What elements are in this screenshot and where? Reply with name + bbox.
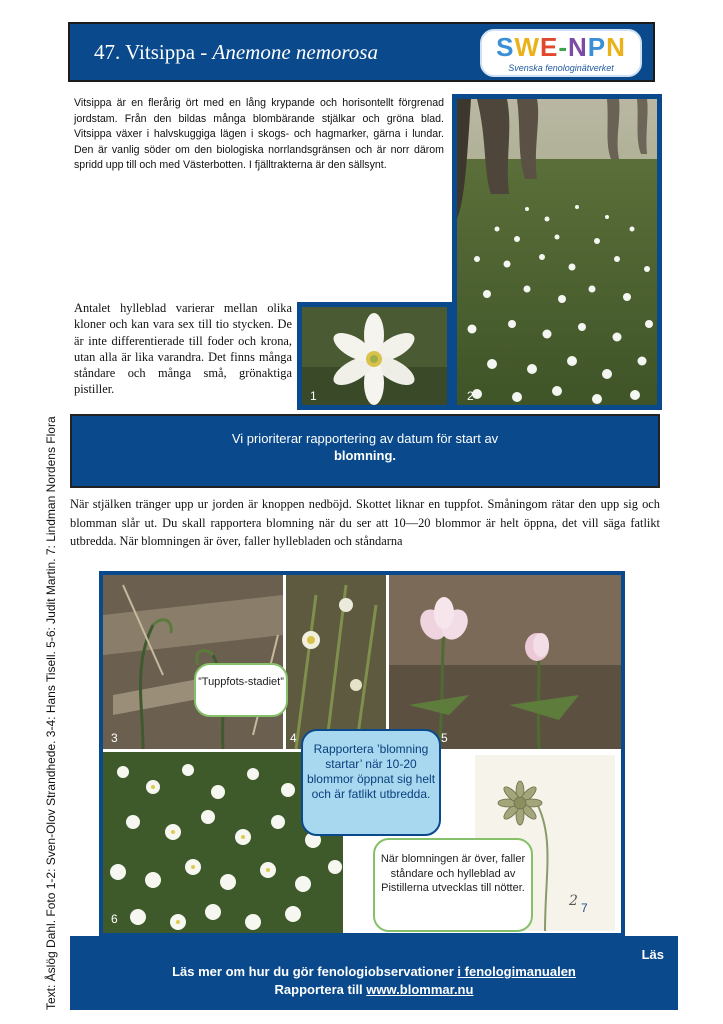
- photo-opening-flowers: [389, 575, 621, 749]
- photo-bud-stage: [286, 575, 386, 749]
- phenology-manual-link[interactable]: i fenologimanualen: [457, 964, 576, 979]
- photo-anemone-closeup: [297, 302, 452, 410]
- leaf-paragraph: Antalet hylleblad varierar mellan olika kloner och kan vara sex till tio stycken. De är inte differentierade till foder och krona, utan alla är lika varandra. Det finns många ståndare och många små, grönaktiga pistiller.: [74, 301, 292, 397]
- page-title: [94, 40, 378, 65]
- opening-flowers-illustration: [389, 575, 621, 749]
- footer-read-label: Läs: [641, 947, 664, 962]
- photo-number-3: 3: [111, 731, 118, 745]
- report-flowering-callout: Rapportera ’blomning startar’ när 10-20 blommor öppnat sig helt och är fatlikt utbredda.: [301, 729, 441, 836]
- photo-number-5: 5: [441, 731, 448, 745]
- footer-report-text: Rapportera till: [274, 982, 367, 997]
- illustration-label: 2: [569, 893, 578, 909]
- priority-line-1: Vi prioriterar rapportering av datum för start av: [231, 431, 499, 446]
- flower-closeup-illustration: [302, 307, 447, 405]
- logo-subtitle: Svenska fenologinätverket: [508, 63, 614, 73]
- photo-number-7: 7: [581, 901, 588, 915]
- photo-credit: Text: Åslög Dahl. Foto 1-2: Sven-Olov Strandhede. 3-4: Hans Tisell. 5-6: Judit Martin. 7: Lindman Nordens Flora: [44, 416, 58, 1010]
- blommar-website-link[interactable]: www.blommar.nu: [366, 982, 474, 997]
- photo-number-4: 4: [290, 731, 297, 745]
- logo-text: SWE-NPN: [496, 32, 626, 62]
- title-scientific-name: Anemone nemorosa: [212, 40, 378, 64]
- photo-shoot-stage: [103, 575, 283, 749]
- footer-manual-line: [70, 964, 678, 979]
- title-common-name: 47. Vitsippa -: [94, 40, 213, 64]
- meadow-illustration: [457, 99, 657, 405]
- footer-manual-text: Läs mer om hur du gör fenologiobservationer: [172, 964, 458, 979]
- photo-anemone-meadow: [452, 94, 662, 410]
- footer-banner: [70, 936, 678, 1010]
- phenology-paragraph: När stjälken tränger upp ur jorden är knoppen nedböjd. Skottet liknar en tuppfot. Småningom rätar den upp sig och blomman slår ut. Du skall rapportera blomning när du ser att 10—20 blommor är helt öppna, det vill säga fatlikt utbredda. När blomningen är över, faller hyllebladen och ståndarna: [70, 497, 660, 548]
- photo-number-2: 2: [467, 389, 474, 403]
- shoot-illustration: [103, 575, 283, 749]
- photo-number-1: 1: [310, 389, 317, 403]
- intro-paragraph: Vitsippa är en flerårig ört med en lång krypande och horisontellt förgrenad jordstam. Från den bildas många blombärande stjälkar och gröna blad. Vitsippa växer i halvskuggiga lägen i skogs- och hagmarker, gärna i lundar. Den är vanlig söder om den biologiska norrlandsgränsen och är norr därom spridd upp till och med Västerbotten. I fjälltrakterna är den sällsynt.: [74, 97, 444, 171]
- priority-line-2: blomning.: [333, 448, 397, 463]
- photo-number-6: 6: [111, 912, 118, 926]
- bud-illustration: [286, 575, 386, 749]
- footer-report-line: [70, 982, 678, 997]
- page-header: [68, 22, 655, 82]
- priority-banner: [70, 414, 660, 488]
- swe-npn-logo[interactable]: [480, 29, 642, 77]
- after-flowering-callout: När blomningen är över, faller ståndare och hylleblad av Pistillerna utvecklas till nötter.: [373, 838, 533, 932]
- tuppfot-stage-callout: ”Tuppfots-stadiet”: [194, 663, 288, 717]
